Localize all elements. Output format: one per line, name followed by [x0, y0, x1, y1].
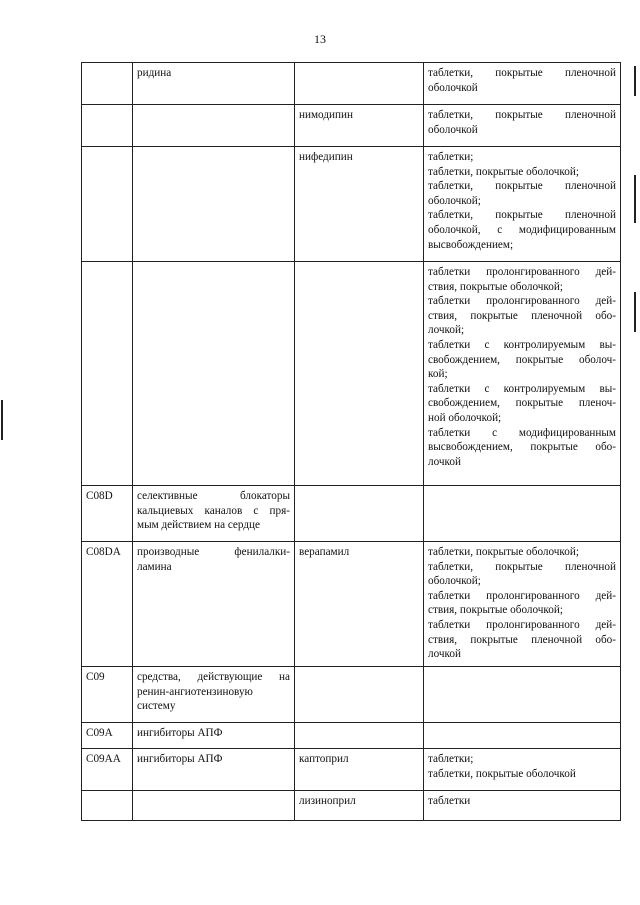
group-name-cell — [133, 542, 295, 667]
dosage-forms-cell-line: ствия, покрытые оболочкой; — [428, 604, 563, 617]
inn-cell: лизиноприл — [295, 791, 424, 821]
dosage-forms-cell-line: свобождением, покрытые оболоч- — [428, 353, 616, 366]
dosage-forms-cell-line: таблетки, покрытые оболочкой; — [428, 165, 579, 178]
dosage-forms-cell-line: таблетки, покрытые пленочной — [428, 109, 616, 121]
dosage-forms-cell — [424, 105, 621, 147]
scan-mark-1 — [634, 66, 636, 96]
dosage-forms-cell-line: оболочкой, с модифицированным — [428, 223, 616, 236]
dosage-forms-cell-line: оболочкой; — [428, 575, 481, 588]
dosage-forms-cell-line: ствия, покрытые пленочной обо- — [428, 309, 616, 322]
dosage-forms-cell-line: лочкой — [428, 648, 461, 661]
dosage-forms-cell-line: таблетки, покрытые оболочкой — [428, 767, 576, 780]
dosage-forms-cell-line: оболочкой — [428, 81, 478, 94]
dosage-forms-cell-line: таблетки пролонгированного дей- — [428, 295, 616, 308]
drug-table — [81, 62, 621, 821]
inn-cell: верапамил — [295, 542, 424, 667]
dosage-forms-cell-line: таблетки, покрытые оболочкой; — [428, 546, 579, 558]
dosage-forms-cell-line: лочкой — [428, 455, 461, 468]
atc-code-cell: C09 — [82, 667, 133, 723]
inn-cell — [295, 486, 424, 542]
dosage-forms-cell-line: лочкой; — [428, 324, 465, 337]
scan-mark-2 — [634, 175, 636, 223]
dosage-forms-cell-line: таблетки с модифицированным — [428, 426, 616, 439]
dosage-forms-cell-line: высвобождением, покрытые обо- — [428, 441, 616, 454]
table-row — [82, 791, 621, 821]
dosage-forms-cell-line: оболочкой; — [428, 194, 481, 207]
atc-code-cell: C08D — [82, 486, 133, 542]
dosage-forms-cell-line: таблетки пролонгированного дей- — [428, 266, 616, 278]
dosage-forms-cell-line: ной оболочкой; — [428, 411, 502, 424]
group-name-cell — [133, 791, 295, 821]
atc-code-cell — [82, 791, 133, 821]
dosage-forms-cell-line: таблетки; — [428, 753, 474, 765]
inn-cell — [295, 667, 424, 723]
group-name-cell-line: ингибиторы АПФ — [137, 753, 223, 765]
dosage-forms-cell-line: таблетки пролонгированного дей- — [428, 589, 616, 602]
group-name-cell — [133, 147, 295, 262]
group-name-cell-line: ламина — [137, 560, 172, 573]
table-row — [82, 723, 621, 749]
table-row — [82, 542, 621, 667]
group-name-cell-line: ингибиторы АПФ — [137, 727, 223, 739]
group-name-cell-line: кальциевых каналов с пря- — [137, 504, 290, 517]
group-name-cell — [133, 486, 295, 542]
group-name-cell-line: ридина — [137, 67, 172, 79]
group-name-cell — [133, 105, 295, 147]
group-name-cell-line: средства, действующие на — [137, 671, 290, 683]
table-row — [82, 262, 621, 486]
dosage-forms-cell — [424, 542, 621, 667]
dosage-forms-cell — [424, 723, 621, 749]
atc-code-cell — [82, 262, 133, 486]
table-row — [82, 147, 621, 262]
group-name-cell-line: систему — [137, 700, 176, 713]
dosage-forms-cell-line: таблетки с контролируемым вы- — [428, 338, 616, 351]
dosage-forms-cell-line: кой; — [428, 368, 448, 381]
dosage-forms-cell-line: таблетки — [428, 795, 471, 807]
atc-code-cell: C09A — [82, 723, 133, 749]
group-name-cell — [133, 63, 295, 105]
table-row — [82, 63, 621, 105]
atc-code-cell — [82, 105, 133, 147]
inn-cell — [295, 723, 424, 749]
inn-cell: нифедипин — [295, 147, 424, 262]
dosage-forms-cell-line: таблетки, покрытые пленочной — [428, 560, 616, 573]
dosage-forms-cell — [424, 486, 621, 542]
dosage-forms-cell — [424, 667, 621, 723]
dosage-forms-cell-line: таблетки, покрытые пленочной — [428, 67, 616, 79]
dosage-forms-cell-line: таблетки; — [428, 151, 474, 163]
group-name-cell — [133, 749, 295, 791]
dosage-forms-cell — [424, 749, 621, 791]
dosage-forms-cell — [424, 63, 621, 105]
inn-cell — [295, 262, 424, 486]
atc-code-cell: C09AA — [82, 749, 133, 791]
group-name-cell-line: мым действием на сердце — [137, 519, 260, 532]
dosage-forms-cell-line: таблетки с контролируемым вы- — [428, 382, 616, 395]
group-name-cell-line: производные фенилалки- — [137, 546, 290, 558]
group-name-cell-line: селективные блокаторы — [137, 490, 290, 502]
group-name-cell — [133, 262, 295, 486]
table-row — [82, 486, 621, 542]
dosage-forms-cell — [424, 262, 621, 486]
table-row — [82, 105, 621, 147]
dosage-forms-cell-line: свобождением, покрытые пленоч- — [428, 397, 616, 410]
inn-cell: нимодипин — [295, 105, 424, 147]
dosage-forms-cell-line: таблетки пролонгированного дей- — [428, 618, 616, 631]
group-name-cell — [133, 723, 295, 749]
group-name-cell — [133, 667, 295, 723]
dosage-forms-cell — [424, 147, 621, 262]
inn-cell — [295, 63, 424, 105]
dosage-forms-cell-line: таблетки, покрытые пленочной — [428, 180, 616, 193]
dosage-forms-cell — [424, 791, 621, 821]
dosage-forms-cell-line: таблетки, покрытые пленочной — [428, 209, 616, 222]
table-row — [82, 667, 621, 723]
dosage-forms-cell-line: ствия, покрытые оболочкой; — [428, 280, 563, 293]
inn-cell: каптоприл — [295, 749, 424, 791]
atc-code-cell — [82, 63, 133, 105]
dosage-forms-cell-line: высвобождением; — [428, 238, 514, 251]
scan-mark-4 — [1, 400, 3, 440]
scan-mark-3 — [634, 292, 636, 332]
dosage-forms-cell-line: оболочкой — [428, 123, 478, 136]
atc-code-cell: C08DA — [82, 542, 133, 667]
table-row — [82, 749, 621, 791]
page-number: 13 — [314, 32, 326, 46]
group-name-cell-line: ренин-ангиотензиновую — [137, 685, 253, 698]
dosage-forms-cell-line: ствия, покрытые пленочной обо- — [428, 633, 616, 646]
atc-code-cell — [82, 147, 133, 262]
